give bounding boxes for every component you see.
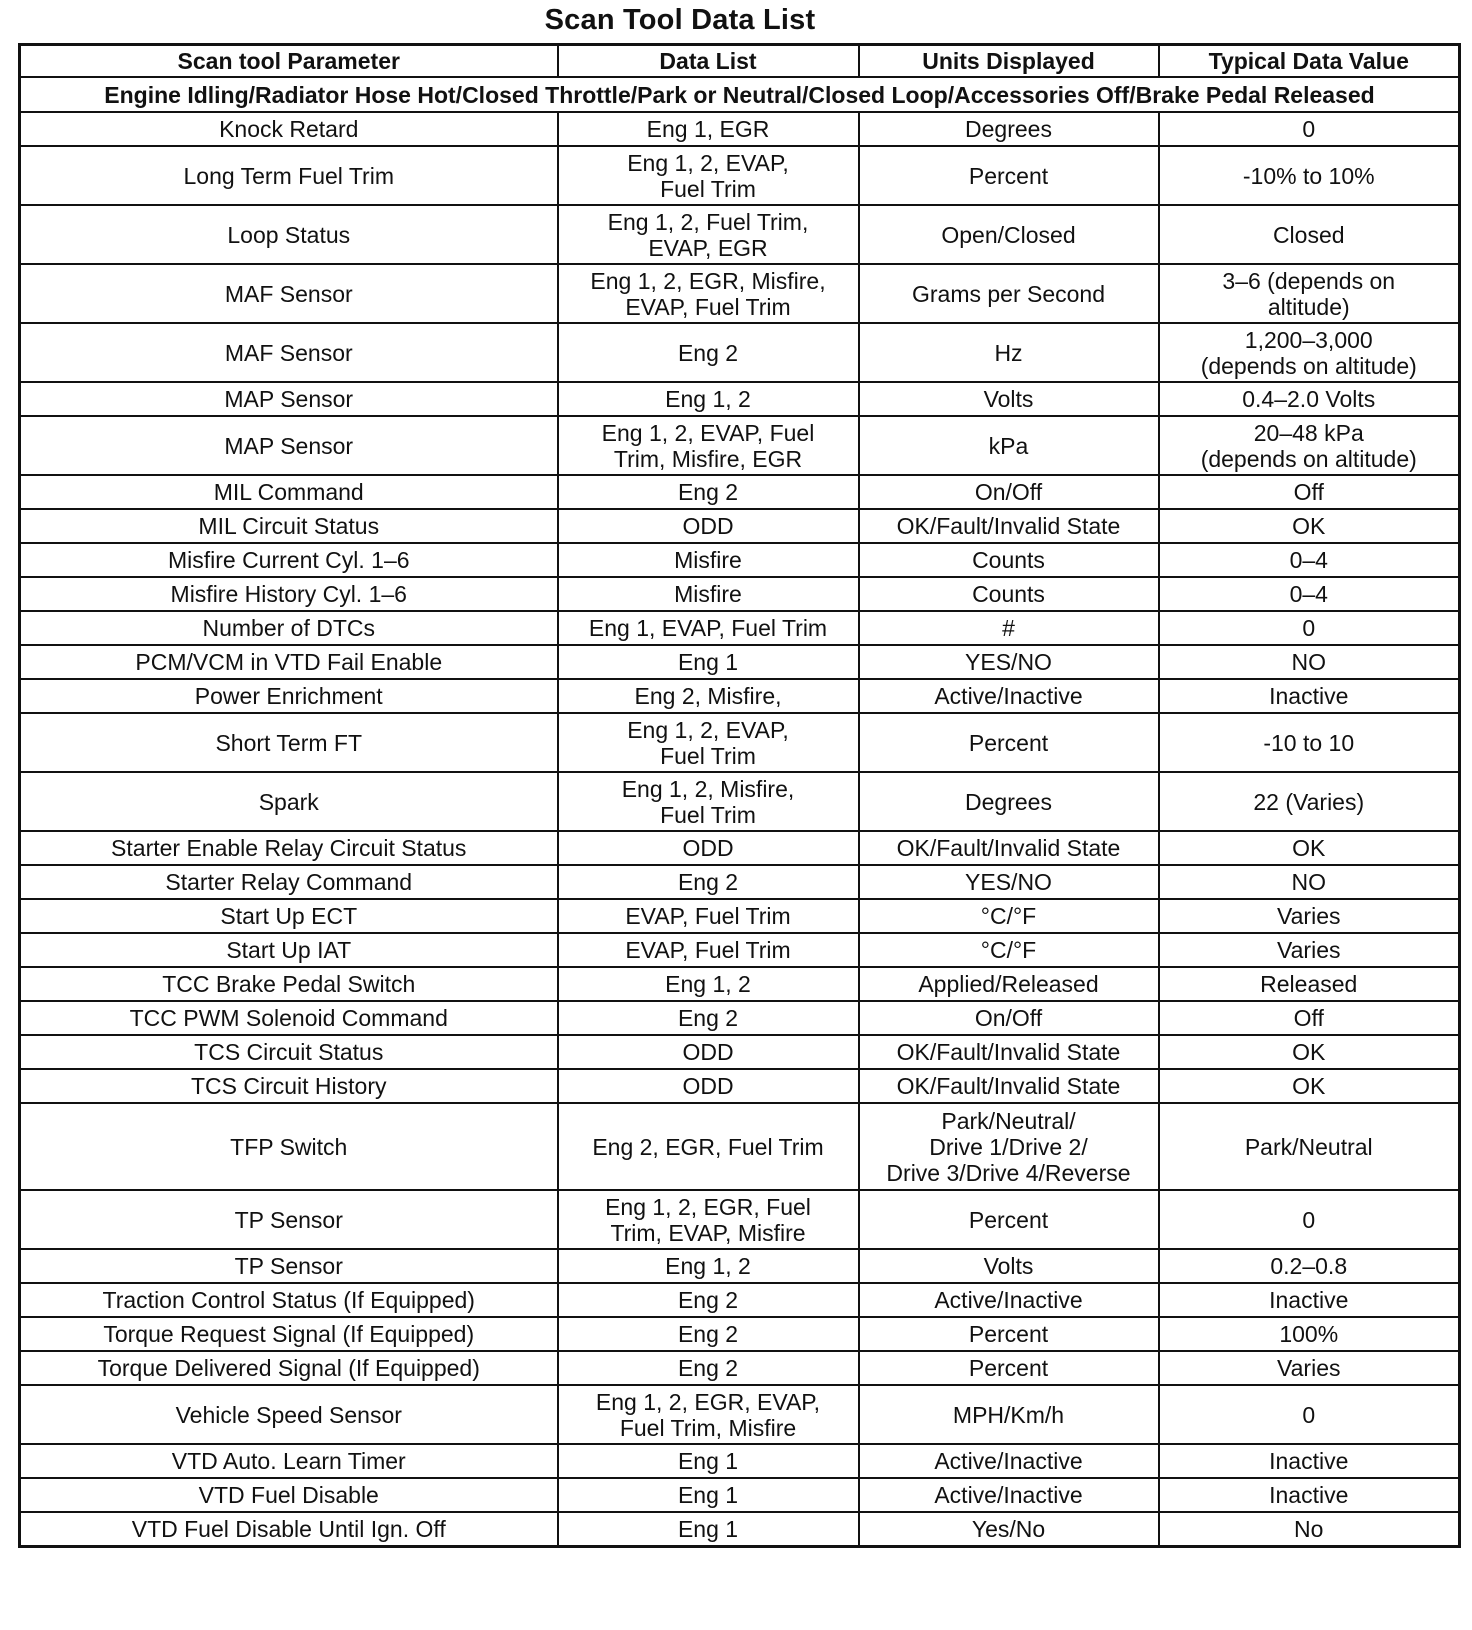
cell-typical-value: No [1159, 1512, 1460, 1547]
cell-typical-value: OK [1159, 1069, 1460, 1103]
table-row [20, 865, 1460, 899]
cell-typical-value: Park/Neutral [1159, 1103, 1460, 1190]
cell-data-list: Eng 1, 2, Fuel Trim, EVAP, EGR [558, 205, 859, 264]
cell-parameter: Start Up ECT [20, 899, 558, 933]
cell-typical-value: 0 [1159, 1385, 1460, 1444]
table-row [20, 1001, 1460, 1035]
cell-data-list: ODD [558, 831, 859, 865]
cell-data-list: Misfire [558, 543, 859, 577]
table-body [20, 112, 1460, 1547]
cell-data-list: ODD [558, 1069, 859, 1103]
table-row [20, 416, 1460, 475]
cell-data-list: Eng 2 [558, 1317, 859, 1351]
cell-units: Counts [859, 577, 1159, 611]
table-row [20, 933, 1460, 967]
cell-units: Grams per Second [859, 264, 1159, 323]
cell-data-list: Eng 1 [558, 1512, 859, 1547]
cell-units: Hz [859, 323, 1159, 382]
table-row [20, 1190, 1460, 1249]
cell-typical-value: Off [1159, 475, 1460, 509]
table-row [20, 382, 1460, 416]
cell-units: OK/Fault/Invalid State [859, 1035, 1159, 1069]
cell-units: On/Off [859, 475, 1159, 509]
scan-tool-table-container [18, 43, 1461, 1548]
cell-parameter: PCM/VCM in VTD Fail Enable [20, 645, 558, 679]
cell-units: Applied/Released [859, 967, 1159, 1001]
scan-tool-data-table [18, 43, 1461, 1548]
cell-data-list: ODD [558, 1035, 859, 1069]
cell-data-list: EVAP, Fuel Trim [558, 899, 859, 933]
cell-typical-value: 3–6 (depends on altitude) [1159, 264, 1460, 323]
cell-typical-value: -10 to 10 [1159, 713, 1460, 772]
cell-units: Percent [859, 1317, 1159, 1351]
cell-parameter: Knock Retard [20, 112, 558, 146]
cell-parameter: Long Term Fuel Trim [20, 146, 558, 205]
cell-units: Degrees [859, 112, 1159, 146]
cell-units: °C/°F [859, 899, 1159, 933]
cell-parameter: VTD Auto. Learn Timer [20, 1444, 558, 1478]
cell-typical-value: 0 [1159, 1190, 1460, 1249]
cell-units: Percent [859, 146, 1159, 205]
table-row [20, 772, 1460, 831]
header-typical-data-value: Typical Data Value [1159, 45, 1460, 78]
table-row [20, 1385, 1460, 1444]
cell-data-list: Eng 2 [558, 1283, 859, 1317]
cell-parameter: MAF Sensor [20, 323, 558, 382]
cell-parameter: Power Enrichment [20, 679, 558, 713]
table-row [20, 1444, 1460, 1478]
cell-typical-value: 20–48 kPa (depends on altitude) [1159, 416, 1460, 475]
cell-units: Active/Inactive [859, 1444, 1159, 1478]
cell-typical-value: Inactive [1159, 1444, 1460, 1478]
cell-typical-value: OK [1159, 831, 1460, 865]
test-condition: Engine Idling/Radiator Hose Hot/Closed Throttle/Park or Neutral/Closed Loop/Accessories Off/Brake Pedal Released [20, 77, 1460, 112]
cell-typical-value: OK [1159, 509, 1460, 543]
cell-units: Active/Inactive [859, 679, 1159, 713]
cell-units: Active/Inactive [859, 1283, 1159, 1317]
table-row [20, 899, 1460, 933]
table-row [20, 543, 1460, 577]
cell-data-list: Eng 1, 2, EVAP, Fuel Trim [558, 713, 859, 772]
table-row [20, 967, 1460, 1001]
cell-typical-value: Off [1159, 1001, 1460, 1035]
cell-data-list: Eng 1 [558, 1444, 859, 1478]
cell-parameter: Vehicle Speed Sensor [20, 1385, 558, 1444]
page-title: Scan Tool Data List [544, 4, 816, 36]
table-row [20, 1351, 1460, 1385]
table-row [20, 509, 1460, 543]
cell-data-list: Eng 1 [558, 645, 859, 679]
table-header-row [20, 45, 1460, 78]
cell-typical-value: 0–4 [1159, 577, 1460, 611]
cell-parameter: VTD Fuel Disable [20, 1478, 558, 1512]
cell-data-list: Eng 1, 2 [558, 382, 859, 416]
cell-data-list: Eng 1, 2, EGR, EVAP, Fuel Trim, Misfire [558, 1385, 859, 1444]
cell-parameter: VTD Fuel Disable Until Ign. Off [20, 1512, 558, 1547]
cell-typical-value: 0–4 [1159, 543, 1460, 577]
cell-data-list: Eng 1, 2 [558, 967, 859, 1001]
cell-parameter: TCC Brake Pedal Switch [20, 967, 558, 1001]
cell-units: MPH/Km/h [859, 1385, 1159, 1444]
cell-units: YES/NO [859, 645, 1159, 679]
cell-data-list: Eng 1, EGR [558, 112, 859, 146]
cell-typical-value: 0 [1159, 112, 1460, 146]
cell-units: Degrees [859, 772, 1159, 831]
cell-parameter: TCS Circuit History [20, 1069, 558, 1103]
cell-typical-value: Inactive [1159, 1283, 1460, 1317]
cell-data-list: Eng 1, 2, EGR, Fuel Trim, EVAP, Misfire [558, 1190, 859, 1249]
table-row [20, 1512, 1460, 1547]
cell-parameter: TFP Switch [20, 1103, 558, 1190]
table-row [20, 713, 1460, 772]
cell-parameter: MIL Command [20, 475, 558, 509]
cell-typical-value: 1,200–3,000 (depends on altitude) [1159, 323, 1460, 382]
cell-data-list: Eng 2 [558, 1351, 859, 1385]
cell-parameter: Traction Control Status (If Equipped) [20, 1283, 558, 1317]
table-row [20, 264, 1460, 323]
cell-typical-value: 0 [1159, 611, 1460, 645]
cell-units: OK/Fault/Invalid State [859, 1069, 1159, 1103]
cell-units: # [859, 611, 1159, 645]
header-data-list: Data List [558, 45, 859, 78]
cell-typical-value: Inactive [1159, 679, 1460, 713]
cell-typical-value: 22 (Varies) [1159, 772, 1460, 831]
cell-units: Yes/No [859, 1512, 1159, 1547]
cell-units: Percent [859, 1190, 1159, 1249]
cell-data-list: Misfire [558, 577, 859, 611]
table-row [20, 831, 1460, 865]
table-row [20, 475, 1460, 509]
cell-units: Open/Closed [859, 205, 1159, 264]
table-row [20, 1283, 1460, 1317]
cell-parameter: Torque Request Signal (If Equipped) [20, 1317, 558, 1351]
cell-parameter: MIL Circuit Status [20, 509, 558, 543]
cell-units: Counts [859, 543, 1159, 577]
cell-parameter: MAF Sensor [20, 264, 558, 323]
table-row [20, 146, 1460, 205]
table-row [20, 205, 1460, 264]
cell-parameter: MAP Sensor [20, 416, 558, 475]
cell-parameter: Misfire Current Cyl. 1–6 [20, 543, 558, 577]
cell-data-list: EVAP, Fuel Trim [558, 933, 859, 967]
table-row [20, 1069, 1460, 1103]
cell-data-list: Eng 1, 2, EVAP, Fuel Trim [558, 146, 859, 205]
table-row [20, 1478, 1460, 1512]
cell-data-list: Eng 1, EVAP, Fuel Trim [558, 611, 859, 645]
cell-units: Volts [859, 1249, 1159, 1283]
cell-data-list: Eng 1, 2, EGR, Misfire, EVAP, Fuel Trim [558, 264, 859, 323]
cell-units: Percent [859, 1351, 1159, 1385]
table-row [20, 679, 1460, 713]
cell-parameter: Misfire History Cyl. 1–6 [20, 577, 558, 611]
cell-parameter: Loop Status [20, 205, 558, 264]
table-row [20, 645, 1460, 679]
cell-units: kPa [859, 416, 1159, 475]
cell-typical-value: NO [1159, 645, 1460, 679]
cell-typical-value: OK [1159, 1035, 1460, 1069]
cell-parameter: TCS Circuit Status [20, 1035, 558, 1069]
cell-typical-value: Inactive [1159, 1478, 1460, 1512]
cell-data-list: Eng 2, EGR, Fuel Trim [558, 1103, 859, 1190]
cell-parameter: Starter Relay Command [20, 865, 558, 899]
table-row [20, 1249, 1460, 1283]
cell-typical-value: Varies [1159, 1351, 1460, 1385]
cell-typical-value: 0.4–2.0 Volts [1159, 382, 1460, 416]
cell-typical-value: 0.2–0.8 [1159, 1249, 1460, 1283]
cell-units: YES/NO [859, 865, 1159, 899]
cell-data-list: Eng 1, 2, Misfire, Fuel Trim [558, 772, 859, 831]
cell-units: Park/Neutral/ Drive 1/Drive 2/ Drive 3/Drive 4/Reverse [859, 1103, 1159, 1190]
cell-units: OK/Fault/Invalid State [859, 831, 1159, 865]
cell-typical-value: Released [1159, 967, 1460, 1001]
cell-typical-value: 100% [1159, 1317, 1460, 1351]
cell-parameter: TP Sensor [20, 1249, 558, 1283]
cell-typical-value: Closed [1159, 205, 1460, 264]
header-scan-tool-parameter: Scan tool Parameter [20, 45, 558, 78]
cell-parameter: MAP Sensor [20, 382, 558, 416]
cell-parameter: Number of DTCs [20, 611, 558, 645]
cell-units: Volts [859, 382, 1159, 416]
table-row [20, 1103, 1460, 1190]
cell-units: Active/Inactive [859, 1478, 1159, 1512]
cell-data-list: Eng 1 [558, 1478, 859, 1512]
table-row [20, 1317, 1460, 1351]
cell-data-list: Eng 2 [558, 865, 859, 899]
cell-data-list: Eng 2 [558, 323, 859, 382]
condition-row [20, 77, 1460, 112]
table-row [20, 112, 1460, 146]
cell-units: Percent [859, 713, 1159, 772]
cell-parameter: Start Up IAT [20, 933, 558, 967]
cell-data-list: Eng 1, 2 [558, 1249, 859, 1283]
header-units-displayed: Units Displayed [859, 45, 1159, 78]
cell-data-list: ODD [558, 509, 859, 543]
cell-parameter: Starter Enable Relay Circuit Status [20, 831, 558, 865]
cell-typical-value: NO [1159, 865, 1460, 899]
cell-data-list: Eng 2 [558, 475, 859, 509]
cell-typical-value: Varies [1159, 933, 1460, 967]
table-row [20, 611, 1460, 645]
cell-typical-value: Varies [1159, 899, 1460, 933]
cell-parameter: Spark [20, 772, 558, 831]
cell-units: On/Off [859, 1001, 1159, 1035]
cell-parameter: TP Sensor [20, 1190, 558, 1249]
cell-data-list: Eng 2, Misfire, [558, 679, 859, 713]
cell-units: OK/Fault/Invalid State [859, 509, 1159, 543]
cell-parameter: Torque Delivered Signal (If Equipped) [20, 1351, 558, 1385]
table-row [20, 577, 1460, 611]
cell-data-list: Eng 2 [558, 1001, 859, 1035]
cell-units: °C/°F [859, 933, 1159, 967]
table-row [20, 1035, 1460, 1069]
cell-parameter: TCC PWM Solenoid Command [20, 1001, 558, 1035]
cell-data-list: Eng 1, 2, EVAP, Fuel Trim, Misfire, EGR [558, 416, 859, 475]
table-row [20, 323, 1460, 382]
cell-parameter: Short Term FT [20, 713, 558, 772]
cell-typical-value: -10% to 10% [1159, 146, 1460, 205]
